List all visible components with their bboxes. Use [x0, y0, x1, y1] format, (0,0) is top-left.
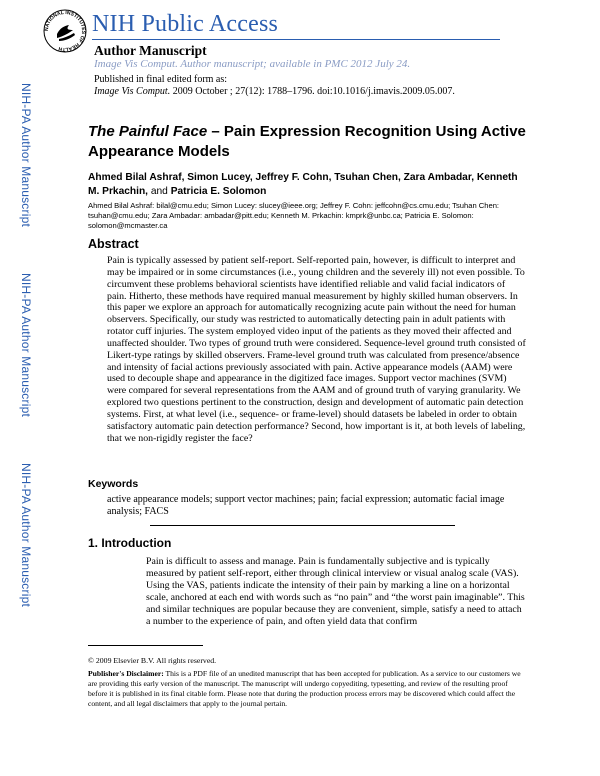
- nih-seal-logo: [42, 8, 88, 54]
- citation-details: 2009 October ; 27(12): 1788–1796. doi:10.1016/j.imavis.2009.05.007.: [170, 86, 455, 97]
- side-label-bottom: NIH-PA Author Manuscript: [19, 463, 33, 607]
- nih-public-access-title: NIH Public Access: [92, 11, 279, 37]
- copyright-notice: © 2009 Elsevier B.V. All rights reserved.: [88, 656, 217, 665]
- citation-journal: Image Vis Comput.: [94, 86, 171, 97]
- availability-text: Author manuscript; available in PMC 2012 July 24.: [177, 58, 411, 70]
- section-divider: [150, 525, 455, 526]
- side-label-top: NIH-PA Author Manuscript: [19, 83, 33, 227]
- author-last: Patricia E. Solomon: [170, 186, 267, 197]
- keywords-text: active appearance models; support vector machines; pain; facial expression; automatic facial image analysis; FACS: [107, 494, 505, 517]
- introduction-heading: 1. Introduction: [88, 536, 172, 550]
- disclaimer-label: Publisher's Disclaimer:: [88, 669, 164, 678]
- disclaimer-text: This is a PDF file of an unedited manuscript that has been accepted for publication. As a service to our customers we are providing this early version of the manuscript. The manuscript will undergo copyediting, typesetting, and review of the resulting proof before it is published in its final citable form. Please note that during the production process errors may be discovered which could affect the content, and all legal disclaimers that apply to the journal pertain.: [88, 669, 521, 708]
- citation-line: [94, 86, 455, 98]
- author-and: and: [148, 186, 171, 197]
- article-title-italic: The Painful Face: [88, 123, 208, 140]
- author-emails: Ahmed Bilal Ashraf: bilal@cmu.edu; Simon Lucey: slucey@ieee.org; Jeffrey F. Cohn: jeffcohn@cs.cmu.edu; Tsuhan Chen: tsuhan@cmu.edu; Zara Ambadar: ambadar@pitt.edu; Kenneth M. Prkachin: kmprk@unbc.ca; Patricia E. Solomon: solomon@mcmaster.ca: [88, 201, 500, 230]
- abstract-text: Pain is typically assessed by patient self-report. Self-reported pain, however, is difficult to interpret and may be impaired or in some circumstances (i.e., young children and the severely ill) not even possible. To circumvent these problems behavioral scientists have identified reliable and valid facial indicators of pain. Hitherto, these methods have required manual measurement by highly skilled human observers. In this paper we explore an approach for automatically recognizing acute pain without the need for human observers. Specifically, our study was restricted to automatically detecting pain in adult patients with rotator cuff injuries. The system employed video input of the patients as they moved their affected and unaffected shoulder. Two types of ground truth were considered. Sequence-level ground truth consisted of Likert-type ratings by skilled observers. Frame-level ground truth was calculated from presence/absence and intensity of facial actions previously associated with pain. Active appearance models (AAM) were used to decouple shape and appearance in the digitized face images. Support vector machines (SVM) were compared for several representations from the AAM and of ground truth of varying granularity. We explored two questions pertinent to the construction, design and development of automatic pain detection systems. First, at what level (i.e., sequence- or frame-level) should datasets be labeled in order to obtain satisfactory automatic pain detection performance? Second, how important is it, at both levels of labeling, that we non-rigidly register the face?: [107, 255, 526, 444]
- article-title-rest: – Pain Expression Recognition Using Active Appearance Models: [88, 123, 526, 160]
- abstract-heading: Abstract: [88, 237, 139, 251]
- footnote-divider: [88, 645, 203, 646]
- author-list: [88, 171, 528, 199]
- availability-journal: Image Vis Comput.: [94, 58, 178, 70]
- introduction-text: Pain is difficult to assess and manage. Pain is fundamentally subjective and is typically measured by patient self-report, either through clinical interview or visual analog scale (VAS). Using the VAS, patients indicate the intensity of their pain by marking a line on a horizontal scale, anchored at each end with words such as “no pain” and “the worst pain imaginable”. This and similar techniques are popular because they are convenient, simple, satisfy a need to attach a number to the experience of pain, and often yield data that confirm: [146, 556, 525, 627]
- publisher-disclaimer: [88, 669, 528, 709]
- seal-text: NATIONAL INSTITUTES OF HEALTH: [43, 9, 87, 53]
- author-names: Ahmed Bilal Ashraf, Simon Lucey, Jeffrey F. Cohn, Tsuhan Chen, Zara Ambadar, Kenneth M. Prkachin,: [88, 172, 518, 197]
- article-title: [88, 122, 528, 162]
- eagle-emblem-icon: [57, 25, 75, 41]
- published-label: Published in final edited form as:: [94, 74, 228, 85]
- side-label-middle: NIH-PA Author Manuscript: [19, 273, 33, 417]
- availability-line: [94, 58, 410, 71]
- header-divider: [92, 39, 500, 40]
- author-manuscript-label: Author Manuscript: [94, 43, 207, 58]
- keywords-heading: Keywords: [88, 478, 139, 490]
